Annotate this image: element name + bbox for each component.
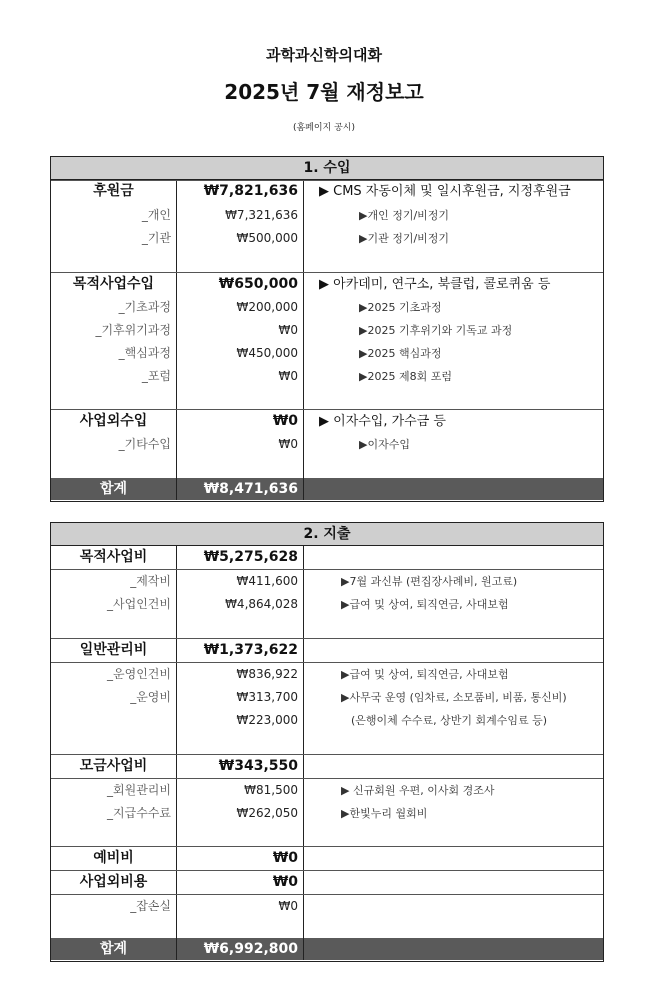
income-row-climate	[51, 319, 603, 342]
row-label: _제작비	[130, 574, 171, 588]
row-desc: ▶ 신규회원 우편, 이사회 경조사	[341, 784, 495, 797]
row-amount: ₩7,321,636	[225, 208, 298, 222]
row-label: 예비비	[93, 850, 134, 866]
income-header: 1. 수입	[51, 157, 603, 180]
report-title: 2025년 7월 재정보고	[224, 80, 424, 104]
expense-row-purpose	[51, 546, 603, 569]
row-desc: ▶개인 정기/비정기	[359, 209, 450, 222]
row-amount: ₩0	[278, 323, 298, 337]
publication-note: (홈페이지 공시)	[292, 123, 356, 133]
row-label: _회원관리비	[107, 783, 171, 797]
row-desc: ▶기관 정기/비정기	[359, 232, 450, 245]
row-label: _기후위기과정	[95, 323, 171, 337]
row-label: 목적사업비	[79, 549, 148, 565]
expense-row-general	[51, 639, 603, 662]
row-label: _운영인건비	[107, 667, 171, 681]
income-row-individual	[51, 204, 603, 227]
expense-table	[50, 522, 604, 962]
row-label: 사업외수입	[79, 413, 148, 429]
row-label: _포럼	[141, 369, 171, 383]
row-label: _잡손실	[130, 899, 171, 913]
total-label: 합계	[99, 481, 128, 497]
expense-row-ops-staff	[51, 663, 603, 686]
row-amount: ₩836,922	[236, 667, 298, 681]
row-amount: ₩5,275,628	[203, 549, 298, 565]
income-row-basic	[51, 296, 603, 319]
row-amount: ₩7,821,636	[203, 183, 298, 199]
expense-row-loss	[51, 895, 603, 918]
row-label: 사업외비용	[79, 874, 148, 890]
row-desc: ▶2025 기후위기와 기독교 과정	[359, 324, 513, 337]
income-total-row	[51, 478, 603, 500]
row-label: 일반관리비	[79, 642, 148, 658]
organization-name: 과학과신학의대화	[266, 46, 382, 64]
row-desc: ▶ 아카데미, 연구소, 북클럽, 콜로퀴움 등	[319, 277, 551, 292]
row-amount: ₩450,000	[236, 346, 298, 360]
row-amount: ₩4,864,028	[225, 597, 298, 611]
row-amount: ₩0	[278, 899, 298, 913]
row-amount: ₩343,550	[218, 758, 298, 774]
income-row-donations	[51, 180, 603, 203]
expense-row-reserve	[51, 847, 603, 870]
expense-row-fundraising	[51, 755, 603, 778]
expense-header: 2. 지출	[51, 523, 603, 546]
row-desc: ▶2025 제8회 포럼	[359, 370, 452, 383]
income-row-purpose	[51, 273, 603, 296]
income-row-org	[51, 227, 603, 250]
row-label: _기타수입	[118, 437, 171, 451]
row-amount: ₩81,500	[244, 783, 298, 797]
total-label: 합계	[99, 941, 128, 957]
row-amount: ₩262,050	[236, 806, 298, 820]
row-desc: ▶한빛누리 월회비	[341, 807, 428, 820]
row-desc: ▶2025 핵심과정	[359, 347, 442, 360]
income-table	[50, 156, 604, 502]
row-label: _지급수수료	[107, 806, 171, 820]
row-label: 후원금	[93, 183, 134, 199]
row-label: _사업인건비	[107, 597, 171, 611]
income-row-forum	[51, 365, 603, 388]
row-desc: ▶ 이자수입, 가수금 등	[319, 414, 446, 429]
row-label: 모금사업비	[79, 758, 148, 774]
row-desc: ▶사무국 운영 (임차료, 소모품비, 비품, 통신비)	[341, 691, 567, 704]
row-desc: ▶급여 및 상여, 퇴직연금, 사대보험	[341, 598, 509, 611]
expense-row-ops-2	[51, 709, 603, 732]
income-row-core	[51, 342, 603, 365]
row-amount: ₩0	[272, 850, 298, 866]
total-amount: ₩8,471,636	[203, 481, 298, 497]
expense-row-nonop	[51, 871, 603, 894]
expense-row-project-staff	[51, 593, 603, 616]
row-amount: ₩1,373,622	[203, 642, 298, 658]
row-amount: ₩0	[272, 874, 298, 890]
row-desc: ▶이자수입	[359, 438, 410, 451]
income-row-misc	[51, 433, 603, 456]
row-amount: ₩223,000	[236, 713, 298, 727]
row-amount: ₩0	[278, 437, 298, 451]
expense-row-fee	[51, 802, 603, 825]
row-amount: ₩650,000	[218, 276, 298, 292]
row-amount: ₩0	[278, 369, 298, 383]
row-desc: ▶급여 및 상여, 퇴직연금, 사대보험	[341, 668, 509, 681]
expense-row-ops	[51, 686, 603, 709]
income-row-other	[51, 410, 603, 433]
row-amount: ₩0	[272, 413, 298, 429]
row-label: _개인	[141, 208, 171, 222]
expense-row-production	[51, 570, 603, 593]
row-desc: ▶2025 기초과정	[359, 301, 442, 314]
row-amount: ₩313,700	[236, 690, 298, 704]
row-label: _운영비	[130, 690, 171, 704]
row-amount: ₩411,600	[236, 574, 298, 588]
row-desc: ▶7월 과신뷰 (편집장사례비, 원고료)	[341, 575, 518, 588]
row-label: 목적사업수입	[72, 276, 155, 292]
total-amount: ₩6,992,800	[203, 941, 298, 957]
row-amount: ₩200,000	[236, 300, 298, 314]
row-label: _기관	[141, 231, 171, 245]
row-desc: ▶ CMS 자동이체 및 일시후원금, 지정후원금	[319, 184, 571, 199]
expense-row-member	[51, 779, 603, 802]
row-amount: ₩500,000	[236, 231, 298, 245]
row-label: _기초과정	[118, 300, 171, 314]
expense-total-row	[51, 938, 603, 960]
row-desc: (은행이체 수수료, 상반기 회계수임료 등)	[351, 714, 548, 727]
row-label: _핵심과정	[118, 346, 171, 360]
